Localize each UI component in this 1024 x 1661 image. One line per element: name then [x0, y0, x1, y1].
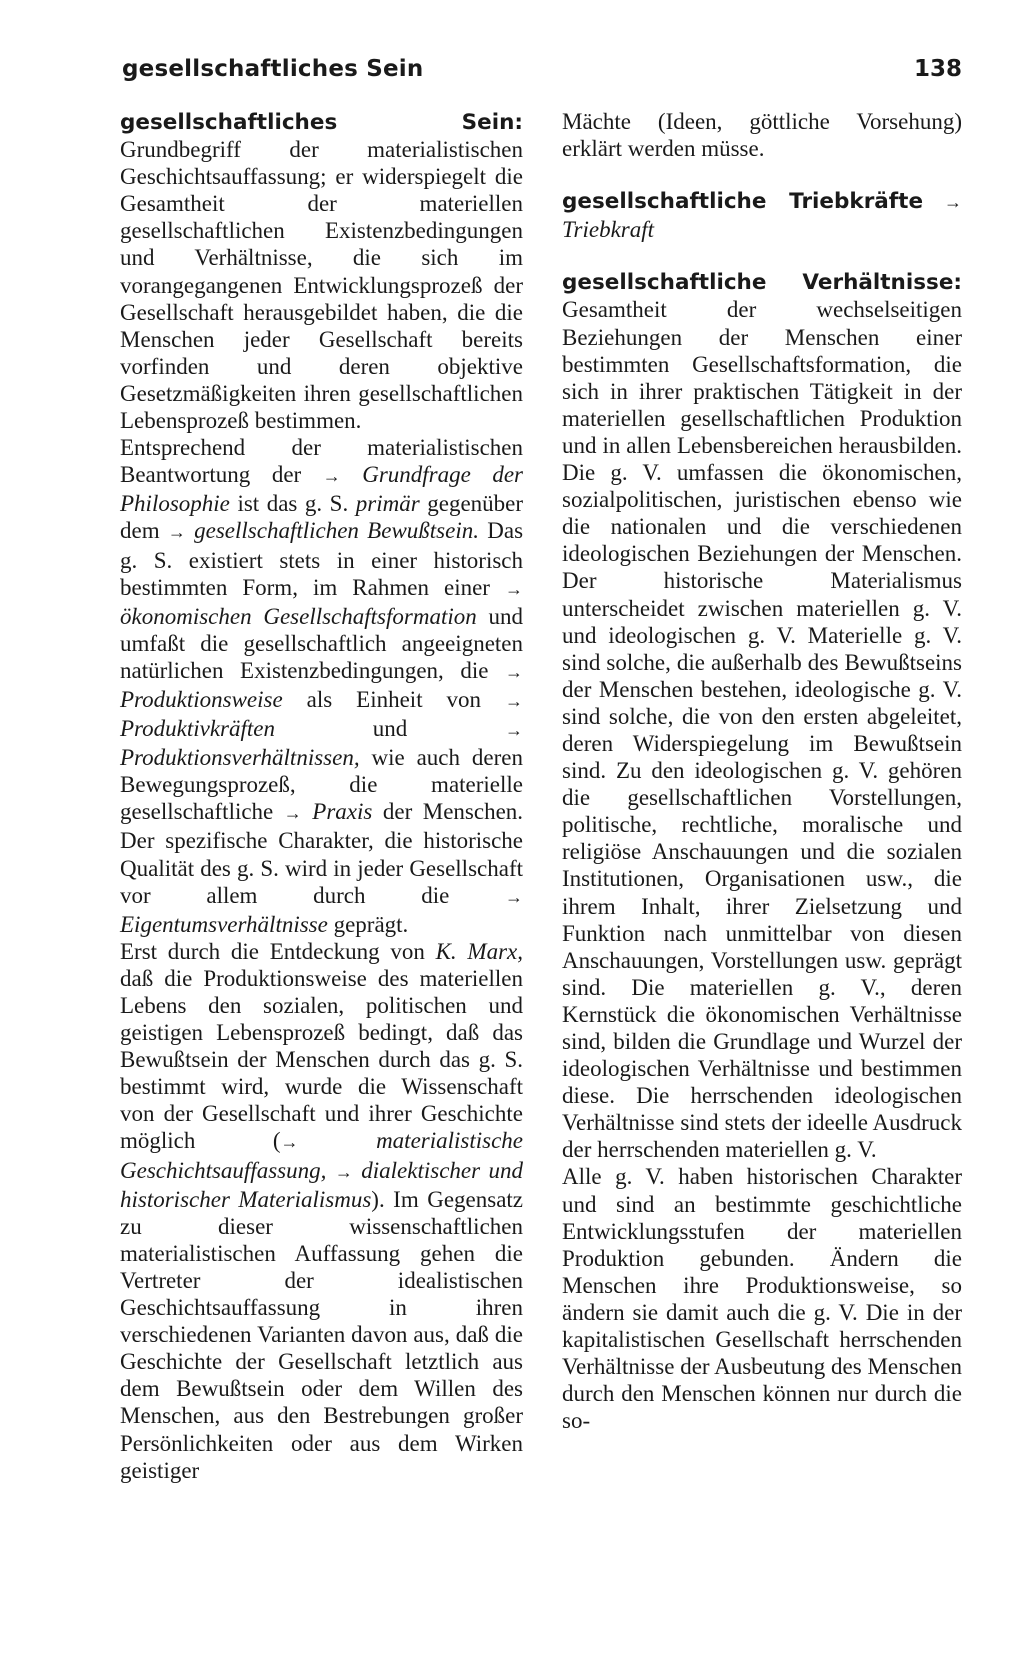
definition-text: Grundbegriff der materialistischen Geschichtsauffassung; er widerspiegelt die Gesamtheit der materiellen gesellschaftlichen Existenzbedingungen und Verhältnisse, die sich im vorangegangenen Entwicklungsprozeß der Gesellschaft herausgebildet haben, die die Menschen jeder Gesellschaft bereits vorfinden und deren objektive Gesetzmäßigkeiten ihren gesellschaftlichen Lebensprozeß bestimmen.: [120, 137, 523, 434]
arrow-icon: →: [505, 886, 524, 907]
entry-gesellschaftliche-triebkraefte: [562, 187, 962, 243]
arrow-icon: →: [505, 720, 523, 741]
text: gegenüber dem: [120, 491, 524, 544]
text: Erst durch die Entdeckung von: [120, 938, 425, 964]
arrow-icon: →: [505, 661, 523, 682]
right-column: [562, 108, 962, 1434]
arrow-icon: →: [280, 1132, 299, 1153]
headword: gesellschaftliches Sein:: [120, 110, 523, 135]
cross-reference[interactable]: Produktivkräften: [120, 716, 275, 742]
text: der Menschen. Der spezifische Charakter, die historische Qualität des g. S. wird in jeder Gesellschaft vor allem durch die: [120, 799, 524, 908]
continuation-text: Mächte (Ideen, göttliche Vorsehung) erklärt werden müsse.: [562, 109, 962, 162]
paragraph: [120, 938, 523, 1484]
text: als Einheit von: [306, 686, 482, 712]
cross-reference[interactable]: Triebkraft: [562, 217, 655, 243]
headword: gesellschaftliche Triebkräfte: [562, 189, 924, 215]
left-column: [120, 108, 523, 1484]
entry-gesellschaftliche-verhaeltnisse: [562, 268, 962, 1163]
cross-reference[interactable]: Eigentumsverhältnisse: [120, 911, 328, 937]
emphasis: primär: [355, 491, 420, 517]
page-number: 138: [913, 56, 962, 82]
text: und: [372, 716, 408, 742]
text: und umfaßt die gesellschaftlich angeeigneten natürlichen Existenzbedingungen, die: [120, 603, 523, 683]
person-name: K. Marx,: [435, 938, 523, 964]
paragraph: [120, 434, 523, 938]
text: daß die Produktionsweise des materiellen Lebens den sozialen, politischen und geistigen Lebensprozeß bedingt, daß das Bewußtsein der Menschen durch das g. S. bestimmt wird, wurde die Wissenschaft von der Gesellschaft und ihrer Geschichte möglich (: [120, 965, 523, 1154]
arrow-icon: →: [167, 522, 186, 543]
entry-gesellschaftliches-sein: [120, 108, 523, 434]
cross-reference[interactable]: Produktionsverhältnissen,: [120, 745, 360, 771]
headword: gesellschaftliche Verhältnisse:: [562, 270, 962, 296]
cross-reference[interactable]: ökonomischen Gesellschaftsformation: [120, 603, 477, 629]
arrow-icon: →: [505, 578, 524, 599]
paragraph: Alle g. V. haben historischen Charakter und sind an bestimmte geschichtliche Entwicklungsstufen der materiellen Produktion gebunden. Ändern die Menschen ihre Produktionsweise, so ändern sie damit auch die g. V. Die in der kapitalistischen Gesellschaft herrschenden Verhältnisse der Ausbeutung des Menschen durch den Menschen können nur durch die so-: [562, 1164, 962, 1434]
text: Das g. S. existiert stets in einer historisch bestimmten Form, im Rahmen einer: [120, 518, 524, 600]
text: ). Im Gegensatz zu dieser wissenschaftlichen materialistischen Auffassung gehen die Vertreter der idealistischen Geschichtsauffassung in ihren verschiedenen Varianten davon aus, daß die Geschichte der Gesellschaft letztlich aus dem Bewußtsein oder dem Willen des Menschen, aus den Bestrebungen großer Persönlichkeiten oder aus dem Wirken geistiger: [120, 1186, 524, 1483]
arrow-icon: →: [334, 1161, 353, 1182]
definition-text: Gesamtheit der wechselseitigen Beziehungen der Menschen einer bestimmten Gesellschaftsformation, die sich in ihrer praktischen Tätigkeit in der materiellen gesellschaftlichen Produktion und in allen Lebensbereichen herausbilden. Die g. V. umfassen die ökonomischen, sozialpolitischen, juristischen ebenso wie die nationalen und die verschiedenen ideologischen Beziehungen der Menschen. Der historische Materialismus unterscheidet zwischen materiellen g. V. und ideologischen g. V. Materielle g. V. sind solche, die außerhalb des Bewußtseins der Menschen bestehen, ideologische g. V. sind solche, die von den ersten abgeleitet, deren Widerspiegelung im Bewußtsein sind. Zu den ideologischen g. V. gehören die gesellschaftlichen Vorstellungen, politische, rechtliche, moralische und religiöse Anschauungen und die sozialen Institutionen, Organisationen usw., die ihrem Inhalt, ihrer Zielsetzung und Funktion nach unmittelbar von diesen Anschauungen, Vorstellungen usw. geprägt sind. Die materiellen g. V., deren Kernstück die ökonomischen Verhältnisse sind, bilden die Grundlage und Wurzel der ideologischen Verhältnisse und bestimmen diese. Die herrschenden ideologischen Verhältnisse sind stets der ideelle Ausdruck der herrschenden materiellen g. V.: [562, 297, 962, 1163]
text: Entsprechend der materialistischen Beantwortung der: [120, 435, 523, 488]
cross-reference[interactable]: Produktionsweise: [120, 686, 283, 712]
text: geprägt.: [333, 911, 409, 937]
cross-reference[interactable]: materialistische Geschichtsauffassung,: [120, 1128, 523, 1183]
text: ist das g. S.: [237, 491, 349, 517]
arrow-icon: →: [505, 690, 524, 711]
running-head: gesellschaftliches Sein: [122, 56, 424, 82]
arrow-icon: →: [944, 192, 962, 213]
text: wie auch deren Bewegungsprozeß, die materielle gesellschaftliche: [120, 745, 523, 825]
cross-reference[interactable]: dialektischer und historischer Materialismus: [120, 1157, 524, 1212]
cross-reference[interactable]: Praxis: [312, 799, 373, 825]
arrow-icon: →: [283, 803, 302, 824]
cross-reference[interactable]: Grundfrage der Philosophie: [120, 462, 523, 517]
arrow-icon: →: [322, 466, 341, 487]
cross-reference[interactable]: gesellschaftlichen Bewußtsein.: [194, 518, 479, 544]
